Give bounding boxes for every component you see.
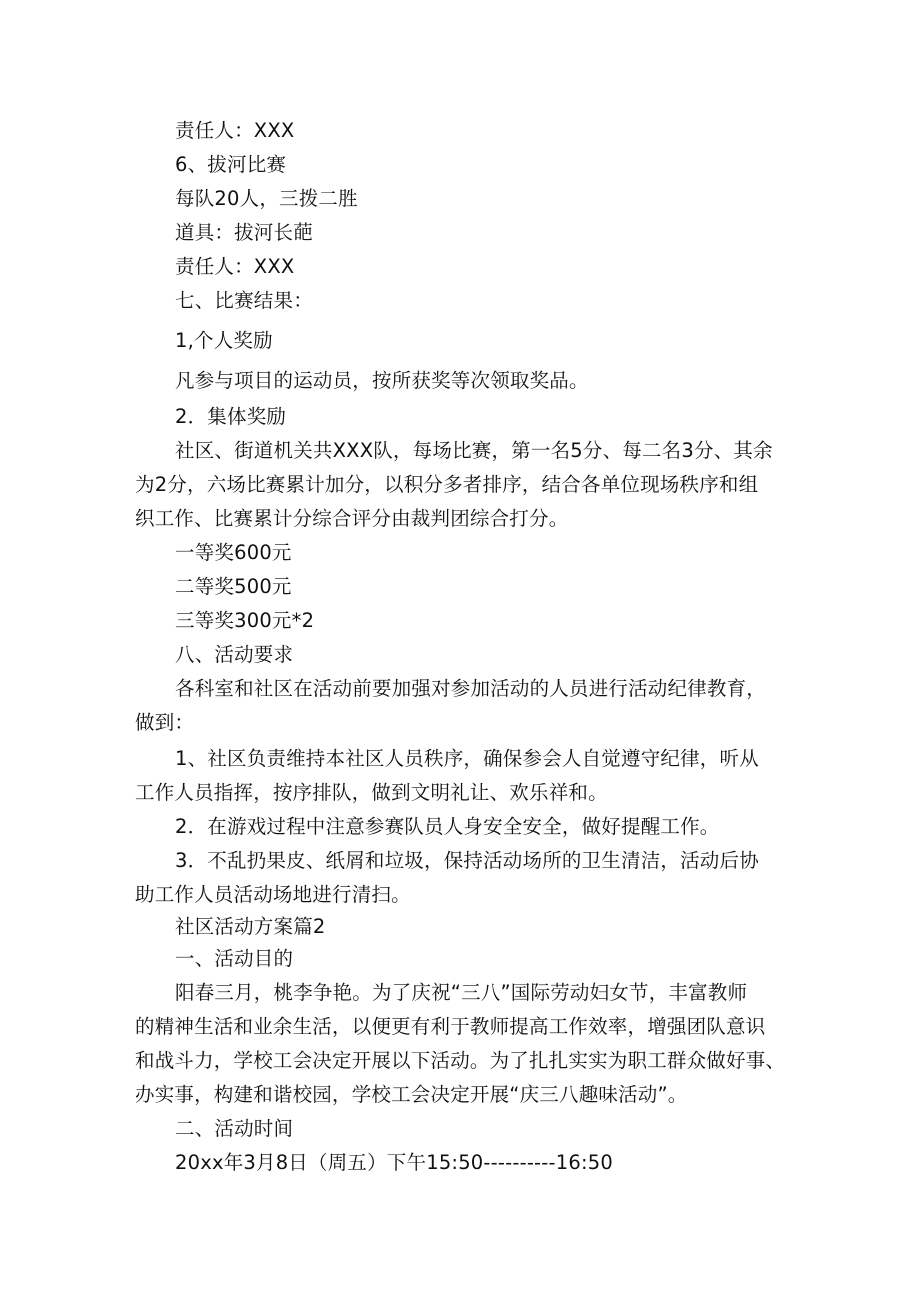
responsible-person-line: 责任人：XXX [175, 119, 295, 142]
plan-2-title: 社区活动方案篇2 [175, 915, 326, 938]
individual-award-text: 凡参与项目的运动员，按所获奖等次领取奖品。 [175, 369, 589, 392]
scoring-paragraph-line-2: 为2分，六场比赛累计加分，以积分多者排序，结合各单位现场秩序和组 [135, 473, 759, 496]
purpose-paragraph-line-2: 的精神生活和业余生活，以便更有利于教师提高工作效率，增强团队意识 [135, 1015, 766, 1038]
group-award-heading: 2．集体奖励 [175, 405, 287, 428]
purpose-paragraph-line-4: 办实事，构建和谐校园，学校工会决定开展“庆三八趣味活动”。 [135, 1083, 688, 1106]
requirement-3-line-1: 3．不乱扔果皮、纸屑和垃圾，保持活动场所的卫生清洁，活动后协 [175, 849, 759, 872]
section-heading-results: 七、比赛结果： [175, 289, 313, 312]
individual-award-heading: 1,个人奖励 [175, 329, 273, 352]
purpose-paragraph-line-3: 和战斗力，学校工会决定开展以下活动。为了扎扎实实为职工群众做好事、 [135, 1049, 786, 1072]
first-prize-line: 一等奖600元 [175, 541, 292, 564]
scoring-paragraph-line-1: 社区、街道机关共XXX队，每场比赛，第一名5分、每二名3分、其余 [175, 439, 773, 462]
requirement-1-line-2: 工作人员指挥，按序排队，做到文明礼让、欢乐祥和。 [135, 781, 608, 804]
team-size-line: 每队20人，三拨二胜 [175, 187, 358, 210]
requirements-intro-line-2: 做到： [135, 711, 195, 734]
section-heading-purpose: 一、活动目的 [175, 947, 294, 970]
tug-of-war-heading: 6、拔河比赛 [175, 153, 287, 176]
section-heading-time: 二、活动时间 [175, 1117, 294, 1140]
third-prize-line: 三等奖300元*2 [175, 609, 315, 632]
purpose-paragraph-line-1: 阳春三月，桃李争艳。为了庆祝“三八”国际劳动妇女节，丰富教师 [175, 981, 748, 1004]
requirement-2-line: 2．在游戏过程中注意参赛队员人身安全安全，做好提醒工作。 [175, 815, 720, 838]
requirement-3-line-2: 助工作人员活动场地进行清扫。 [135, 883, 411, 906]
responsible-person-line-2: 责任人：XXX [175, 255, 295, 278]
section-heading-requirements: 八、活动要求 [175, 643, 294, 666]
requirements-intro-line-1: 各科室和社区在活动前要加强对参加活动的人员进行活动纪律教育， [175, 677, 767, 700]
activity-time-line: 20xx年3月8日（周五）下午15:50----------16:50 [175, 1151, 613, 1174]
props-line: 道具：拔河长葩 [175, 221, 313, 244]
second-prize-line: 二等奖500元 [175, 575, 292, 598]
scoring-paragraph-line-3: 织工作、比赛累计分综合评分由裁判团综合打分。 [135, 507, 569, 530]
requirement-1-line-1: 1、社区负责维持本社区人员秩序，确保参会人自觉遵守纪律，听从 [175, 747, 759, 770]
